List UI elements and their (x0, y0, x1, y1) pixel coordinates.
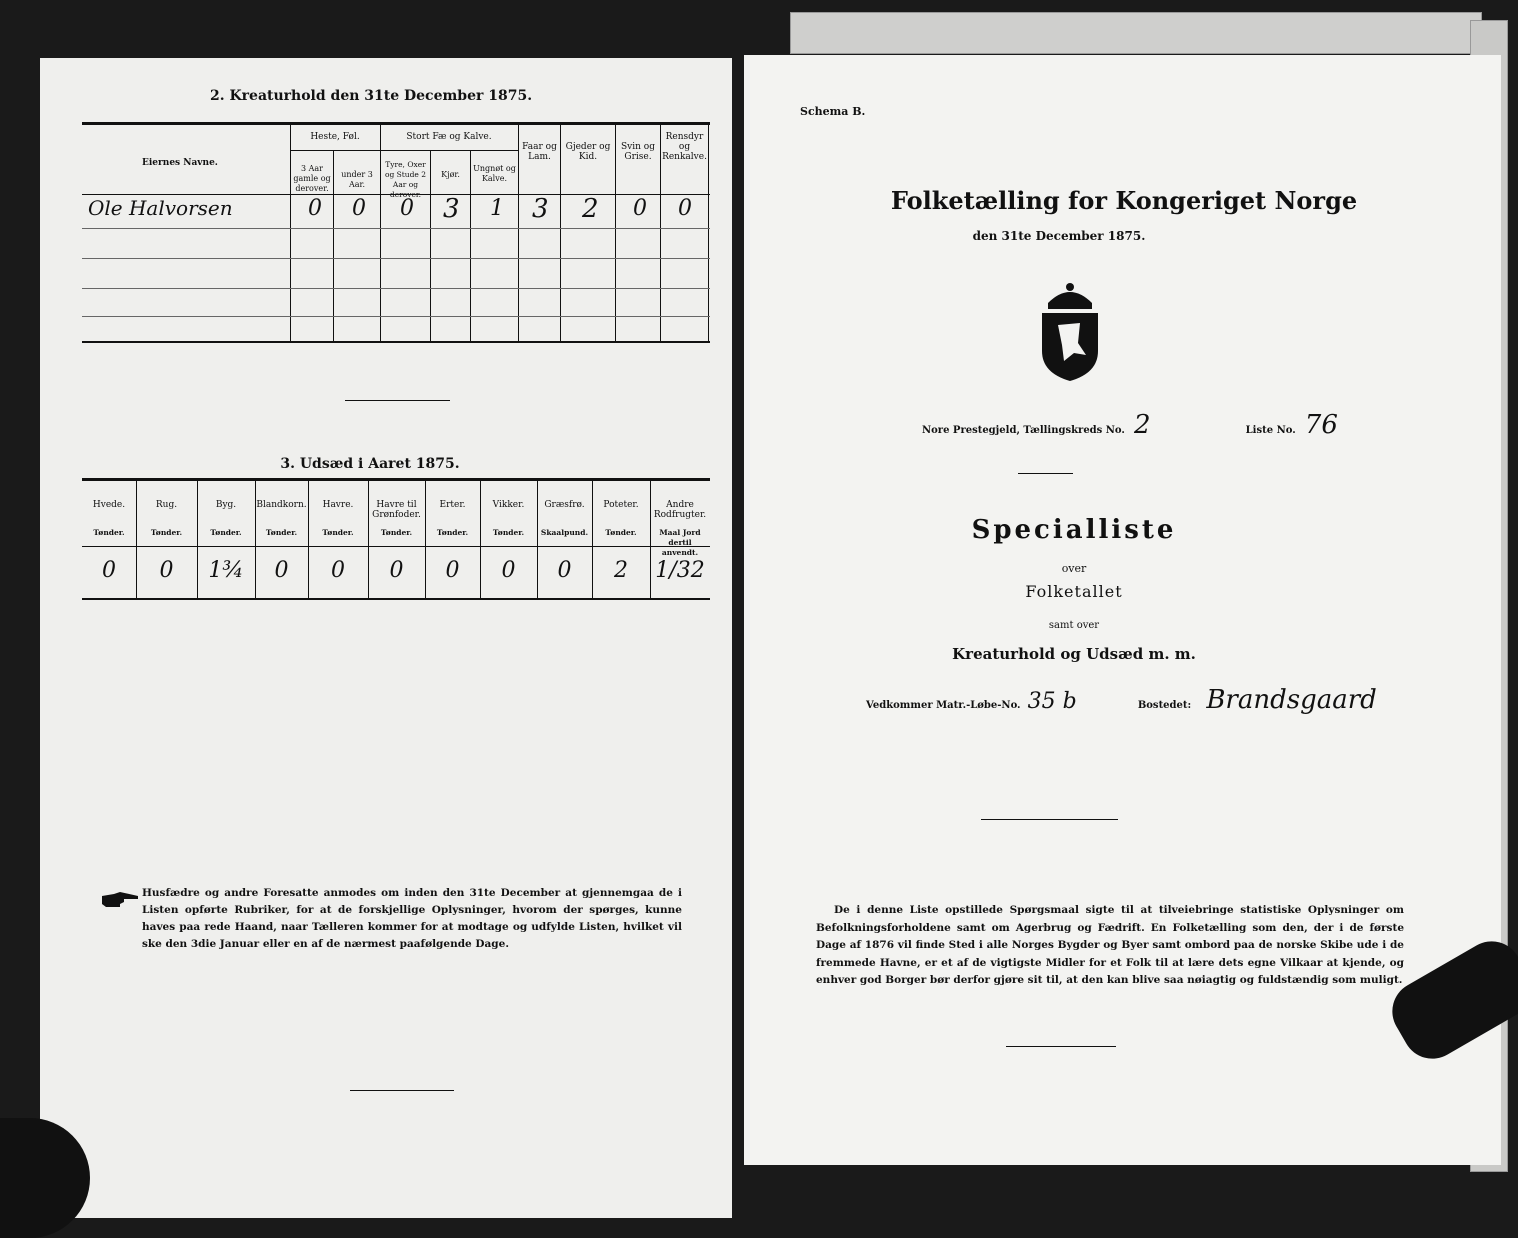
table-rule (82, 478, 710, 481)
livestock-value: 0 (400, 196, 414, 221)
folketallet-text: Folketallet (1025, 582, 1123, 601)
crop-unit: Maal Jord dertil anvendt. (659, 528, 701, 557)
crop-value: 0 (274, 558, 289, 583)
explanation-paragraph: De i denne Liste opstillede Spørgsmaal sigte til at tilveiebringe statistiske Oplysninger om Befolkningsforholdene samt om Agerbrug og Fædrift. En Folketælling som den, der i de første Dage af 1876 vil finde Sted i alle Norges Bygder og Byer samt ombord paa de norske Skibe ude i de fremmede Havne, er et af de vigtigste Midler for et Folk til at lære dets egne Vilkaar at kjende, og enhver god Borger bør derfor gjøre sit til, at den kan blive saa nøiagtig og fuldstændig som muligt. (816, 904, 1404, 986)
bosted-name: Brandsgaard (1206, 685, 1377, 715)
owner-header: Eiernes Navne. (142, 158, 218, 168)
livestock-value: 1 (490, 196, 504, 221)
crop-header: Blandkorn. (256, 500, 307, 510)
crop-unit: Tønder. (436, 528, 469, 537)
table-rule (290, 150, 518, 151)
crop-value: 1/32 (655, 558, 705, 583)
separator-line (1006, 1046, 1116, 1047)
col-header: Faar og Lam. (522, 142, 557, 162)
col-header: Ungnøt og Kalve. (473, 164, 516, 183)
crop-header: Hvede. (92, 500, 126, 510)
crop-value: 0 (159, 558, 174, 583)
table-row-line (82, 288, 710, 289)
crop-value: 0 (102, 558, 116, 583)
table-row-line (82, 316, 710, 317)
kreaturhold-text: Kreaturhold og Udsæd m. m. (952, 645, 1196, 663)
crop-value: 0 (389, 558, 404, 583)
crop-value: 1¾ (208, 558, 244, 583)
col-header: 3 Aar gamle og derover. (293, 164, 331, 193)
livestock-title: 2. Kreaturhold den 31te December 1875. (210, 88, 533, 104)
crop-unit: Tønder. (322, 528, 354, 537)
crop-value: 0 (557, 558, 572, 583)
samt-over-text: samt over (1048, 620, 1100, 631)
crop-header: Havre til Grønfoder. (372, 500, 421, 520)
matr-number: 35 b (1027, 689, 1077, 714)
left-page (40, 58, 732, 1218)
livestock-value: 3 (532, 194, 549, 224)
owner-name: Ole Halvorsen (88, 196, 233, 220)
crop-value: 0 (331, 558, 345, 583)
liste-label: Liste No. (1245, 425, 1296, 436)
crop-header: Havre. (322, 500, 354, 510)
district-label: Nore Prestegjeld, Tællingskreds No. (922, 425, 1125, 436)
separator-line (350, 1090, 454, 1091)
crop-unit: Tønder. (605, 528, 637, 537)
crop-unit: Tønder. (93, 528, 125, 537)
group-header-heste: Heste, Føl. (310, 132, 360, 142)
livestock-value: 0 (308, 196, 322, 221)
census-date: den 31te December 1875. (972, 229, 1146, 243)
col-header: under 3 Aar. (341, 170, 373, 189)
crop-unit: Tønder. (150, 528, 183, 537)
table-row-line (82, 228, 710, 229)
instructions-notice: Husfædre og andre Foresatte anmodes om inden den 31te December at gjennemgaa de i Listen opførte Rubriker, for at de forskjellige Oplysninger, hvorom der spørges, kunne haves paa rede Haand, naar Tælleren kommer for at modtage og udfylde Listen, hvilket vil ske den 3die Januar eller en af de nærmest paafølgende Dage. (142, 887, 682, 950)
kreds-number: 2 (1134, 410, 1151, 440)
table-rule (82, 598, 710, 600)
crop-unit: Skaalpund. (540, 528, 589, 537)
crop-header: Erter. (439, 500, 466, 510)
crop-unit: Tønder. (265, 528, 298, 537)
separator-line (1018, 473, 1073, 474)
seed-title: 3. Udsæd i Aaret 1875. (280, 456, 460, 472)
pointing-hand-icon (100, 890, 140, 910)
separator-line (981, 819, 1118, 820)
over-text: over (1061, 562, 1087, 575)
table-row-line (82, 258, 710, 259)
col-header: Svin og Grise. (621, 142, 655, 162)
specialliste-heading: Specialliste (971, 515, 1177, 545)
binding-clip (0, 1118, 90, 1238)
matr-label: Vedkommer Matr.-Løbe-No. (866, 700, 1021, 711)
crop-header: Rug. (155, 500, 178, 510)
col-header: Kjør. (441, 170, 460, 179)
schema-label: Schema B. (800, 105, 866, 118)
crop-value: 0 (501, 558, 516, 583)
bosted-label: Bostedet: (1137, 700, 1192, 711)
livestock-value: 0 (352, 196, 366, 221)
livestock-value: 0 (633, 196, 647, 221)
table-rule (82, 546, 710, 547)
crop-header: Byg. (215, 500, 237, 510)
matr-line (866, 685, 1466, 715)
crop-header: Poteter. (603, 500, 639, 510)
col-header: Gjeder og Kid. (565, 142, 611, 162)
table-divider (708, 122, 709, 342)
crop-value: 2 (614, 558, 628, 583)
col-header: Rensdyr og Renkalve. (662, 132, 707, 162)
crop-header: Græsfrø. (544, 500, 585, 510)
crop-unit: Tønder. (210, 528, 242, 537)
crop-value: 0 (445, 558, 460, 583)
coat-of-arms-icon (1034, 281, 1106, 383)
livestock-value: 3 (443, 194, 460, 224)
group-header-stort-fae: Stort Fæ og Kalve. (406, 132, 492, 142)
col-header: Tyre, Oxer og Stude 2 Aar og derover. (384, 160, 427, 199)
separator-line (345, 400, 450, 401)
livestock-value: 2 (582, 194, 599, 224)
district-line (922, 410, 1338, 440)
liste-number: 76 (1304, 410, 1338, 440)
crop-header: Vikker. (492, 500, 525, 510)
crop-unit: Tønder. (492, 528, 525, 537)
table-divider (380, 122, 381, 342)
crop-unit: Tønder. (380, 528, 413, 537)
crop-header: Andre Rodfrugter. (653, 500, 707, 520)
page-stack-edge (790, 12, 1482, 54)
right-page (744, 55, 1501, 1165)
livestock-value: 0 (678, 196, 692, 221)
table-divider (290, 122, 291, 342)
census-title: Folketælling for Kongeriget Norge (890, 186, 1358, 215)
